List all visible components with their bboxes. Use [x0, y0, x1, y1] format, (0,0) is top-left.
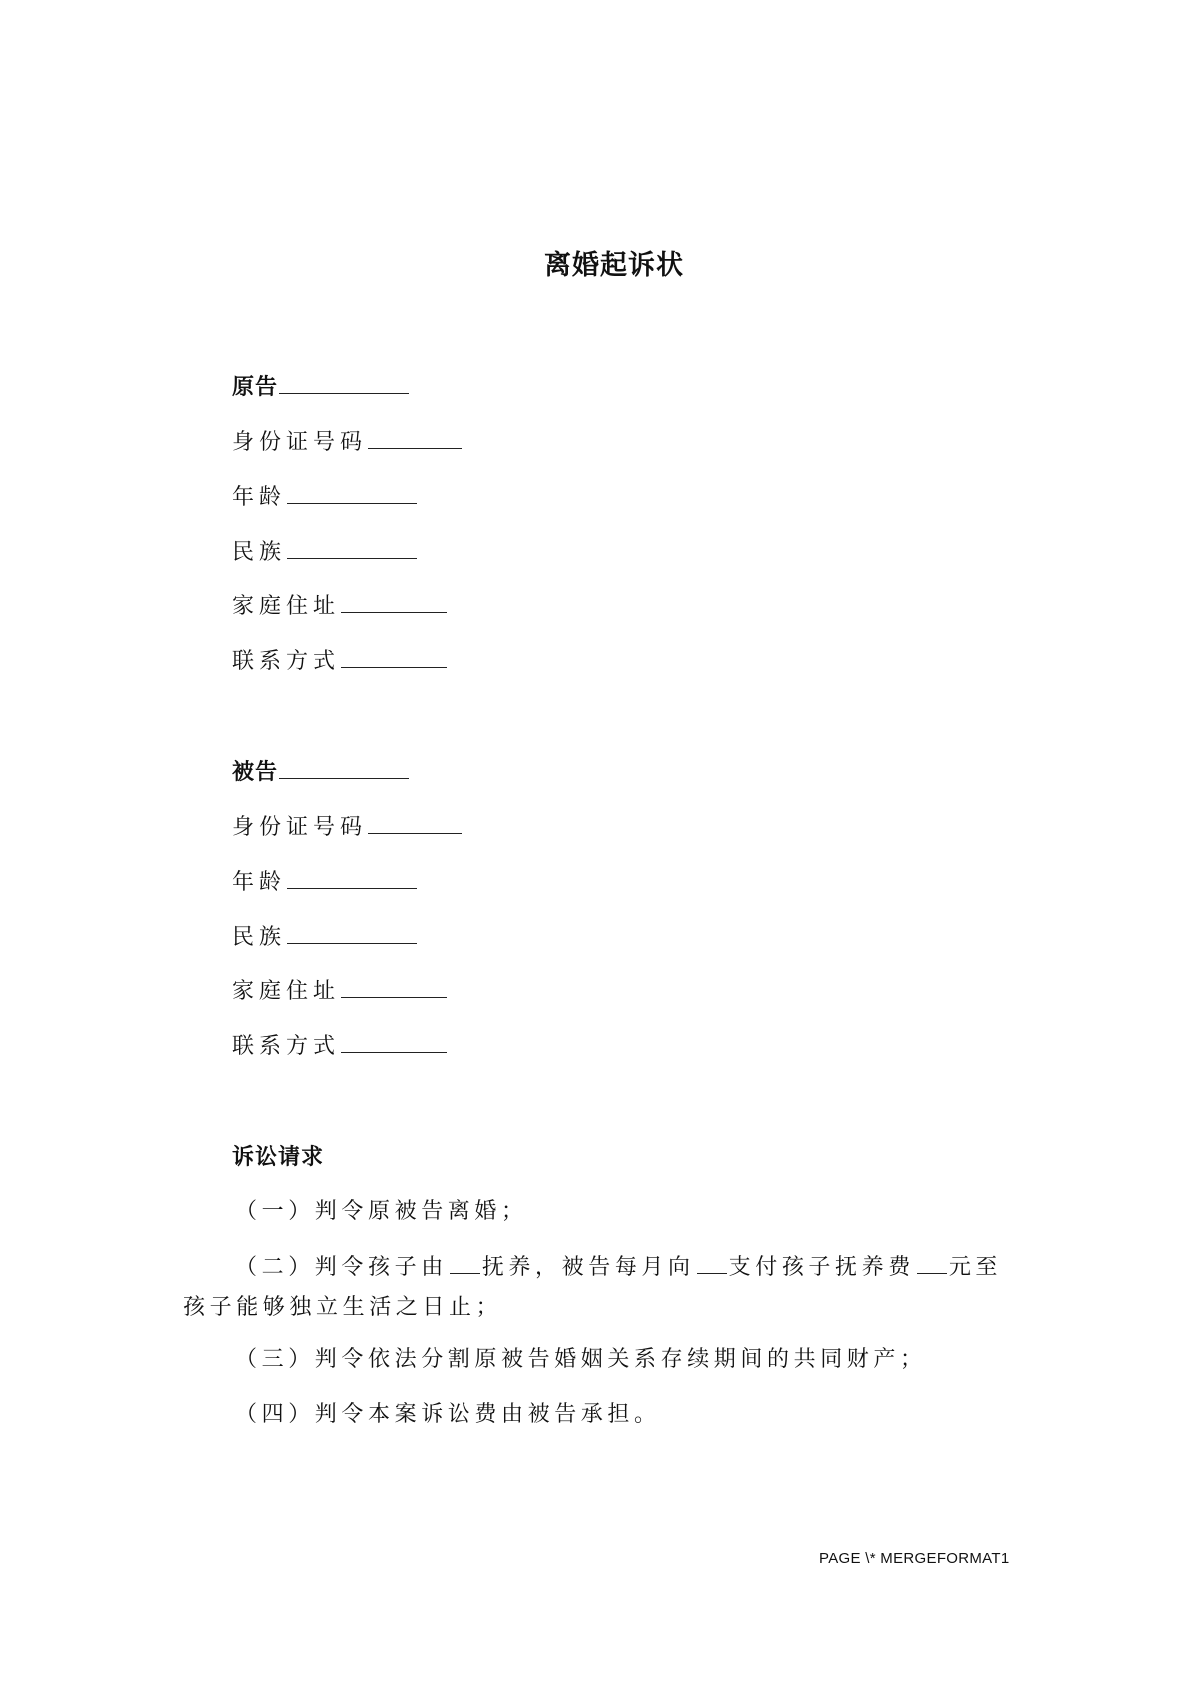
- claim-item-4: （四）判令本案诉讼费由被告承担。: [235, 1402, 661, 1427]
- plaintiff-age-blank: [287, 481, 417, 504]
- plaintiff-id-blank: [368, 426, 462, 449]
- defendant-contact-blank: [341, 1030, 447, 1053]
- claim-item-2: [183, 1248, 1018, 1328]
- custodian-blank: [450, 1253, 480, 1274]
- plaintiff-address-label: 家庭住址: [232, 594, 341, 619]
- claim-item-3: （三）判令依法分割原被告婚姻关系存续期间的共同财产；: [235, 1347, 927, 1372]
- defendant-address-blank: [341, 975, 447, 998]
- defendant-heading-label: 被告: [232, 759, 279, 785]
- plaintiff-age-label: 年龄: [232, 485, 287, 510]
- defendant-ethnicity-blank: [287, 921, 417, 944]
- plaintiff-ethnicity-field: [232, 536, 417, 568]
- claim-item-2-part-a: （二）判令孩子由: [235, 1255, 448, 1280]
- defendant-address-label: 家庭住址: [232, 979, 341, 1004]
- defendant-heading: [232, 756, 409, 787]
- claim-item-2-part-b: 抚养，被告每月向: [481, 1255, 695, 1280]
- defendant-age-label: 年龄: [232, 870, 287, 895]
- plaintiff-id-field: [232, 426, 462, 458]
- plaintiff-contact-blank: [341, 645, 447, 668]
- defendant-contact-field: [232, 1030, 447, 1062]
- defendant-id-label: 身份证号码: [232, 815, 368, 840]
- defendant-ethnicity-label: 民族: [232, 925, 287, 950]
- defendant-age-field: [232, 866, 417, 898]
- document-title: 离婚起诉状: [544, 250, 684, 281]
- plaintiff-age-field: [232, 481, 417, 513]
- claim-item-2-part-d: 元至孩子能够独立生活之日止；: [183, 1255, 1003, 1320]
- plaintiff-address-blank: [341, 590, 447, 613]
- defendant-address-field: [232, 975, 447, 1007]
- defendant-name-blank: [279, 756, 409, 779]
- plaintiff-heading: [232, 371, 409, 402]
- plaintiff-address-field: [232, 590, 447, 622]
- amount-blank: [917, 1253, 947, 1274]
- plaintiff-contact-label: 联系方式: [232, 649, 341, 674]
- defendant-age-blank: [287, 866, 417, 889]
- defendant-id-field: [232, 811, 462, 843]
- payee-blank: [697, 1253, 727, 1274]
- plaintiff-name-blank: [279, 371, 409, 394]
- defendant-id-blank: [368, 811, 462, 834]
- claim-item-2-part-c: 支付孩子抚养费: [728, 1255, 915, 1280]
- page-number-field: PAGE \* MERGEFORMAT1: [819, 1550, 1010, 1567]
- defendant-contact-label: 联系方式: [232, 1034, 341, 1059]
- plaintiff-ethnicity-blank: [287, 536, 417, 559]
- plaintiff-id-label: 身份证号码: [232, 430, 368, 455]
- claim-item-1: （一）判令原被告离婚；: [235, 1199, 528, 1224]
- plaintiff-contact-field: [232, 645, 447, 677]
- defendant-ethnicity-field: [232, 921, 417, 953]
- claims-heading: 诉讼请求: [232, 1144, 325, 1170]
- plaintiff-ethnicity-label: 民族: [232, 540, 287, 565]
- plaintiff-heading-label: 原告: [232, 374, 279, 400]
